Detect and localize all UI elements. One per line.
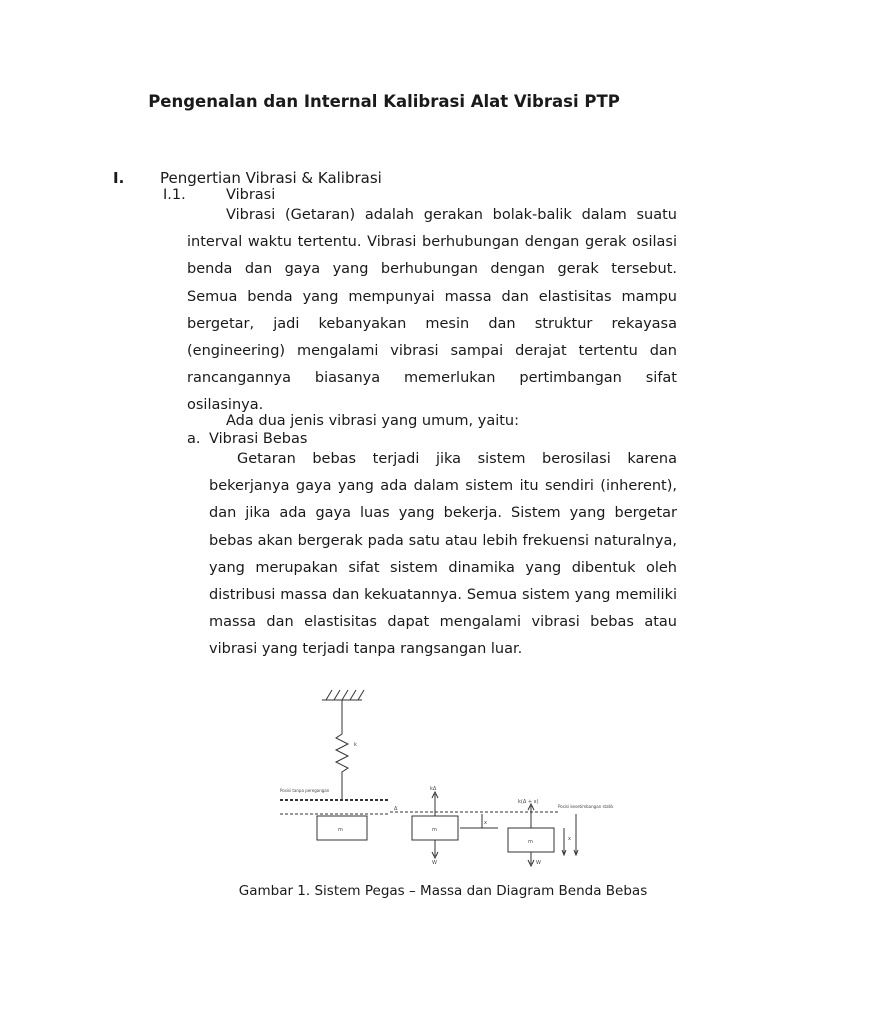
mass-label: m: [338, 827, 343, 833]
weight-label: W: [432, 860, 437, 866]
delta-label: Δ: [394, 806, 398, 812]
vibration-definition-paragraph: [187, 202, 677, 420]
spring-icon: [336, 700, 348, 800]
equilibrium-position-label: Posisi kesetimbangan statik: [558, 804, 614, 809]
spring-force-displaced-label: k(Δ + x): [518, 799, 539, 805]
list-item-title: Vibrasi Bebas: [209, 431, 308, 447]
x-label: x: [484, 820, 487, 826]
spring-label: k: [354, 742, 357, 748]
document-title: Pengenalan dan Internal Kalibrasi Alat Vibrasi PTP: [148, 92, 620, 111]
weight-label-displaced: W: [536, 860, 541, 866]
section-title: Pengertian Vibrasi & Kalibrasi: [160, 169, 382, 187]
section-number: I.: [113, 169, 125, 187]
free-vibration-text: Getaran bebas terjadi jika sistem berosilasi karena bekerjanya gaya yang ada dalam sistem itu sendiri (inherent), dan jika ada gaya luas yang bekerja. Sistem yang bergetar bebas akan bergerak pada satu atau lebih frekuensi naturalnya, yang merupakan sifat sistem dinamika yang dibentuk oleh distribusi massa dan kekuatannya. Semua sistem yang memiliki massa dan elastisitas dapat mengalami vibrasi bebas atau vibrasi yang terjadi tanpa rangsangan luar.: [209, 451, 677, 658]
subsection-number: I.1.: [163, 187, 186, 203]
list-item-letter: a.: [187, 431, 201, 447]
static-position-label: Posisi tanpa peregangan: [280, 788, 330, 793]
vibration-types-intro: Ada dua jenis vibrasi yang umum, yaitu:: [226, 413, 520, 429]
mass-label-fbd: m: [432, 827, 437, 833]
figure-caption: Gambar 1. Sistem Pegas – Massa dan Diagram Benda Bebas: [238, 883, 648, 899]
free-vibration-paragraph: [209, 446, 677, 664]
subsection-title: Vibrasi: [226, 187, 276, 203]
x-label-right: x: [568, 836, 571, 842]
vibration-definition-text: Vibrasi (Getaran) adalah gerakan bolak-balik dalam suatu interval waktu tertentu. Vibrasi berhubungan dengan gerak osilasi benda dan gaya yang berhubungan dengan gerak tersebut. Semua benda yang mempunyai massa dan elastisitas mampu bergetar, jadi kebanyakan mesin dan struktur rekayasa (engineering) mengalami vibrasi sampai derajat tertentu dan rancangannya biasanya memerlukan pertimbangan sifat osilasinya.: [187, 207, 677, 414]
spring-force-label: kΔ: [430, 786, 437, 792]
spring-mass-figure: [270, 688, 614, 866]
mass-label-displaced: m: [528, 839, 533, 845]
